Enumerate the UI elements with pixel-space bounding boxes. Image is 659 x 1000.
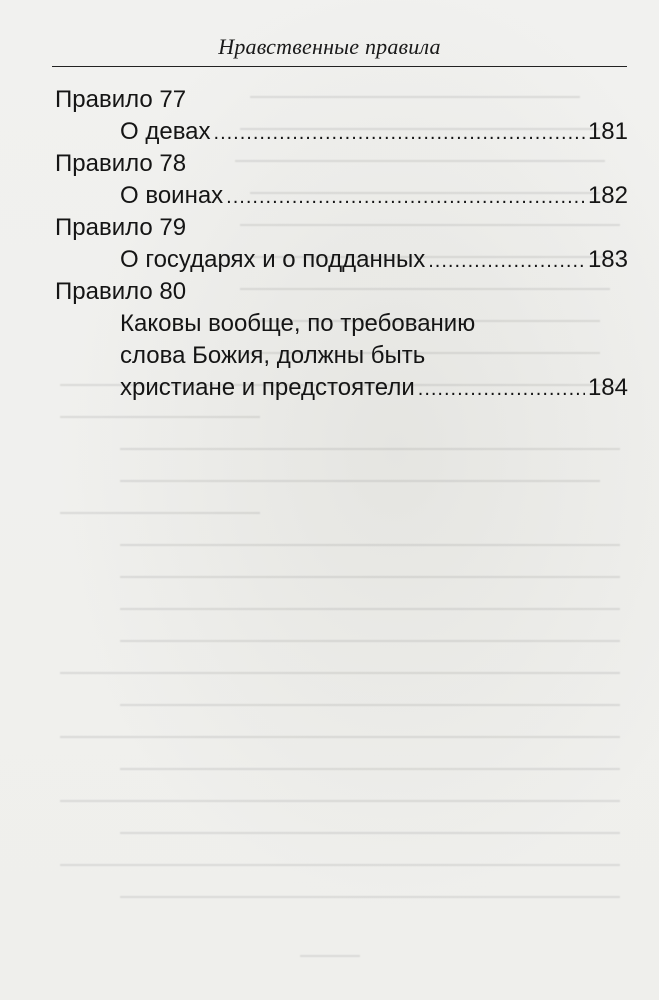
toc-entry-title: О воинах <box>120 182 224 209</box>
toc-entry-title-line-1: Каковы вообще, по требованию <box>120 310 476 337</box>
toc-line <box>120 244 628 276</box>
running-head-title: Нравственные правила <box>218 34 441 59</box>
toc-page-number: 181 <box>587 118 628 145</box>
dot-leader <box>226 181 585 213</box>
toc-entry-79[interactable] <box>120 244 628 276</box>
toc-page-number: 184 <box>587 374 628 401</box>
toc-entry-title: О государях и о подданных <box>120 246 426 273</box>
toc-entry-78[interactable] <box>120 180 628 212</box>
toc-entry-80[interactable] <box>120 308 628 404</box>
toc-entry-77[interactable] <box>120 116 628 148</box>
toc-rule-label-80: Правило 80 <box>55 278 187 305</box>
toc-line <box>120 180 628 212</box>
toc-entry-title: О девах <box>120 118 211 145</box>
dot-leader <box>418 373 585 405</box>
toc-page-number: 182 <box>587 182 628 209</box>
toc-page-number: 183 <box>587 246 628 273</box>
dot-leader <box>214 117 585 149</box>
dot-leader <box>428 245 585 277</box>
toc-line <box>120 116 628 148</box>
toc-rule-label-79: Правило 79 <box>55 214 187 241</box>
toc-entry-title-line-2: слова Божия, должны быть <box>120 342 426 369</box>
toc-line <box>120 372 628 404</box>
toc-rule-label-77: Правило 77 <box>55 86 187 113</box>
toc-rule-label-78: Правило 78 <box>55 150 187 177</box>
toc-entry-title-line-3: христиане и предстоятели <box>120 374 415 401</box>
